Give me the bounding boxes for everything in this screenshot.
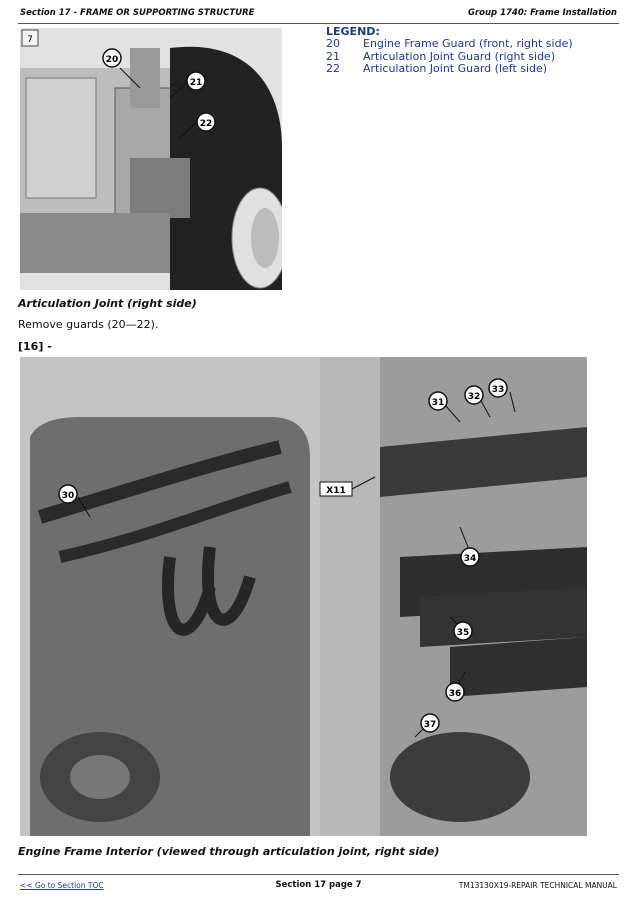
legend-item (326, 63, 573, 76)
legend-text: Articulation Joint Guard (left side) (363, 62, 548, 75)
figure2-caption: Engine Frame Interior (viewed through articulation joint, right side) (18, 845, 440, 858)
callout-32: 32 (467, 392, 481, 402)
legend-title: LEGEND: (326, 25, 380, 38)
callout-37: 37 (423, 720, 437, 730)
legend-item (326, 38, 573, 51)
callout-35: 35 (456, 628, 470, 638)
callout-21: 21 (189, 78, 203, 88)
legend-num: 22 (326, 62, 340, 75)
legend-num: 20 (326, 37, 340, 50)
articulation-joint-figure (20, 28, 282, 290)
section-title: Section 17 - FRAME OR SUPPORTING STRUCTURE (20, 8, 255, 18)
callout-31: 31 (431, 398, 445, 408)
callout-20: 20 (105, 55, 119, 65)
connector-label-x11: X11 (326, 486, 346, 496)
legend (326, 25, 573, 76)
legend-text: Articulation Joint Guard (right side) (363, 49, 556, 63)
figure1-corner-label: 7 (27, 35, 33, 45)
callout-36: 36 (448, 689, 462, 699)
group-title: Group 1740: Frame Installation (467, 8, 617, 18)
page-header (18, 6, 619, 24)
callout-33: 33 (491, 385, 505, 395)
callout-30: 30 (61, 491, 75, 501)
engine-frame-interior-figure (20, 357, 587, 836)
manual-id: TM13130X19-REPAIR TECHNICAL MANUAL (458, 881, 617, 890)
callout-22: 22 (199, 119, 213, 129)
legend-text: Engine Frame Guard (front, right side) (363, 37, 573, 50)
section-toc-link[interactable]: << Go to Section TOC (20, 881, 104, 890)
step-number: [16] - (18, 340, 52, 353)
callout-34: 34 (463, 554, 477, 564)
page-footer (18, 874, 619, 894)
page-number: Section 17 page 7 (275, 880, 362, 890)
legend-num: 21 (326, 49, 340, 63)
instruction-text: Remove guards (20—22). (18, 318, 159, 331)
figure1-caption: Articulation Joint (right side) (18, 297, 197, 310)
